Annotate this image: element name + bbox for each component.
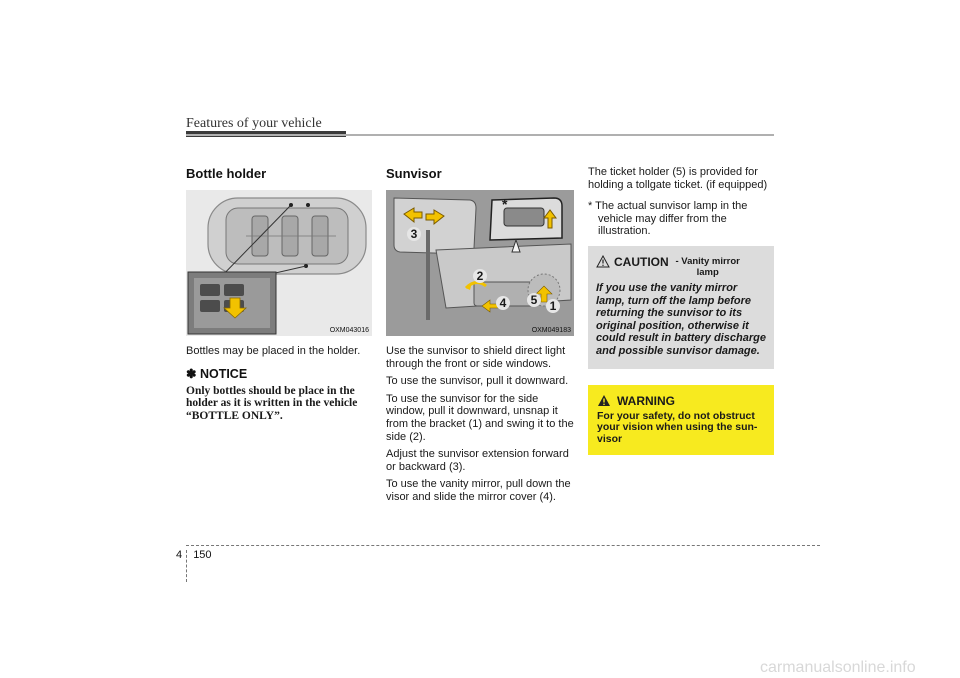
sunvisor-paragraph: Use the sunvisor to shield direct light through the front or side windows. [386,345,566,370]
page-number-value: 150 [193,549,212,561]
notice-text: Only bottles should be place in the holder as it is written in the vehicle “BOTTLE ONLY”. [186,384,358,422]
callout-4: 4 [496,296,510,310]
warning-header [597,394,767,408]
sunvisor-paragraph: To use the sunvisor, pull it downward. [386,375,569,388]
column-sunvisor [386,166,574,509]
bottle-holder-heading: Bottle holder [186,166,267,181]
page-number [176,549,212,561]
notice-heading: ✽ NOTICE [186,366,248,381]
bottle-holder-text: Bottles may be placed in the holder. [186,345,361,357]
watermark: carmanualsonline.info [760,659,916,676]
warning-text: For your safety, do not obstruct your vision when using the sun-visor [597,409,758,445]
sunvisor-paragraph: Adjust the sunvisor extension forward or backward (3). [386,448,569,473]
ticket-holder-text: The ticket holder (5) is provided for holding a tollgate ticket. (if equipped) [588,166,768,191]
callout-3: 3 [407,227,421,241]
bottle-holder-illustration [186,190,372,336]
sunvisor-paragraph: To use the sunvisor for the side window, pull it downward, unsnap it from the bracket (1) and swing it to the side (2). [386,392,574,443]
warning-title: WARNING [617,393,675,408]
callout-5: 5 [527,293,541,307]
header-rule [186,134,774,136]
warning-box [588,385,774,456]
bottle-holder-figure [186,190,372,336]
section-number: 4 [176,549,183,561]
column-notes [588,166,774,455]
figure-code: OXM043016 [329,327,369,334]
footer-rule [186,545,820,546]
callout-asterisk: * [502,196,508,212]
page-header-title: Features of your vehicle [186,116,322,131]
caution-subtitle: - Vanity mirror lamp [675,255,740,278]
sunvisor-lamp-note: * The actual sunvisor lamp in the vehicle may differ from the illustration. [588,200,748,238]
caution-title: CAUTION [614,254,669,269]
figure-code: OXM049183 [531,327,571,334]
column-bottle-holder [186,166,372,427]
caution-header [596,255,767,278]
warning-triangle-icon [597,394,611,407]
sunvisor-illustration [386,190,574,336]
sunvisor-figure [386,190,574,336]
caution-text: If you use the vanity mirror lamp, turn off the lamp before returning the sunvisor to its original position, otherwise it could result in battery discharge and possible sunvisor damage. [596,281,766,357]
caution-triangle-icon [596,255,610,268]
caution-box [588,246,774,369]
sunvisor-paragraph: To use the vanity mirror, pull down the visor and slide the mirror cover (4). [386,478,571,503]
sunvisor-heading: Sunvisor [386,166,442,181]
callout-2: 2 [473,269,487,283]
callout-1: 1 [546,299,560,313]
